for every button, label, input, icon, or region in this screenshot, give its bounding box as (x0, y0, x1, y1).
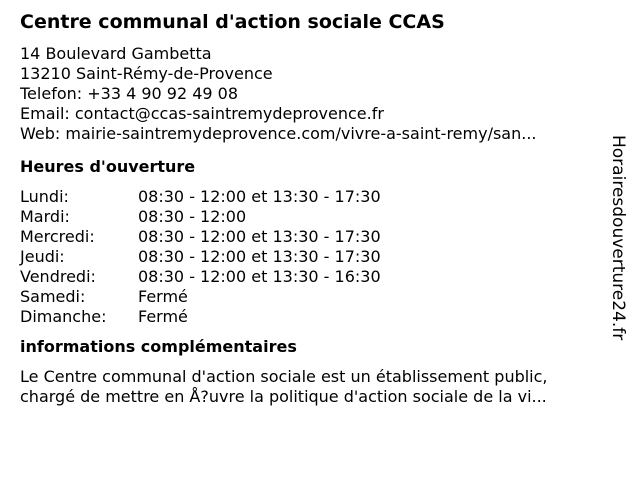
day-label: Samedi: (20, 287, 86, 306)
info-heading: informations complémentaires (20, 337, 297, 356)
address-city: 13210 Saint-Rémy-de-Provence (20, 64, 273, 83)
hours-heading: Heures d'ouverture (20, 157, 196, 176)
day-hours: 08:30 - 12:00 et 13:30 - 17:30 (138, 247, 381, 266)
hours-row-wednesday (20, 227, 600, 247)
day-label: Jeudi: (20, 247, 65, 266)
hours-row-thursday (20, 247, 600, 267)
info-line: Le Centre communal d'action sociale est un établissement public, (20, 367, 548, 386)
day-hours: 08:30 - 12:00 et 13:30 - 16:30 (138, 267, 381, 286)
page-title: Centre communal d'action sociale CCAS (20, 11, 445, 33)
phone-text[interactable]: Telefon: +33 4 90 92 49 08 (20, 84, 239, 103)
opening-hours-table (20, 187, 600, 327)
hours-row-saturday (20, 287, 600, 307)
info-card (20, 10, 600, 407)
day-label: Mardi: (20, 207, 70, 226)
day-label: Dimanche: (20, 307, 107, 326)
site-watermark: Horairesdouverture24.fr (608, 135, 628, 341)
day-hours: 08:30 - 12:00 (138, 207, 247, 226)
day-label: Vendredi: (20, 267, 96, 286)
hours-row-tuesday (20, 207, 600, 227)
hours-row-monday (20, 187, 600, 207)
hours-row-friday (20, 267, 600, 287)
email-link[interactable]: Email: contact@ccas-saintremydeprovence.fr (20, 104, 384, 123)
day-hours: Fermé (138, 307, 188, 326)
info-description (20, 367, 600, 407)
day-label: Mercredi: (20, 227, 95, 246)
day-hours: Fermé (138, 287, 188, 306)
day-hours: 08:30 - 12:00 et 13:30 - 17:30 (138, 227, 381, 246)
web-link[interactable]: Web: mairie-saintremydeprovence.com/vivre-a-saint-remy/san... (20, 124, 537, 143)
address-block (20, 44, 600, 144)
hours-row-sunday (20, 307, 600, 327)
address-street: 14 Boulevard Gambetta (20, 44, 212, 63)
info-line: chargé de mettre en Å?uvre la politique d'action sociale de la vi... (20, 387, 547, 406)
day-label: Lundi: (20, 187, 69, 206)
day-hours: 08:30 - 12:00 et 13:30 - 17:30 (138, 187, 381, 206)
